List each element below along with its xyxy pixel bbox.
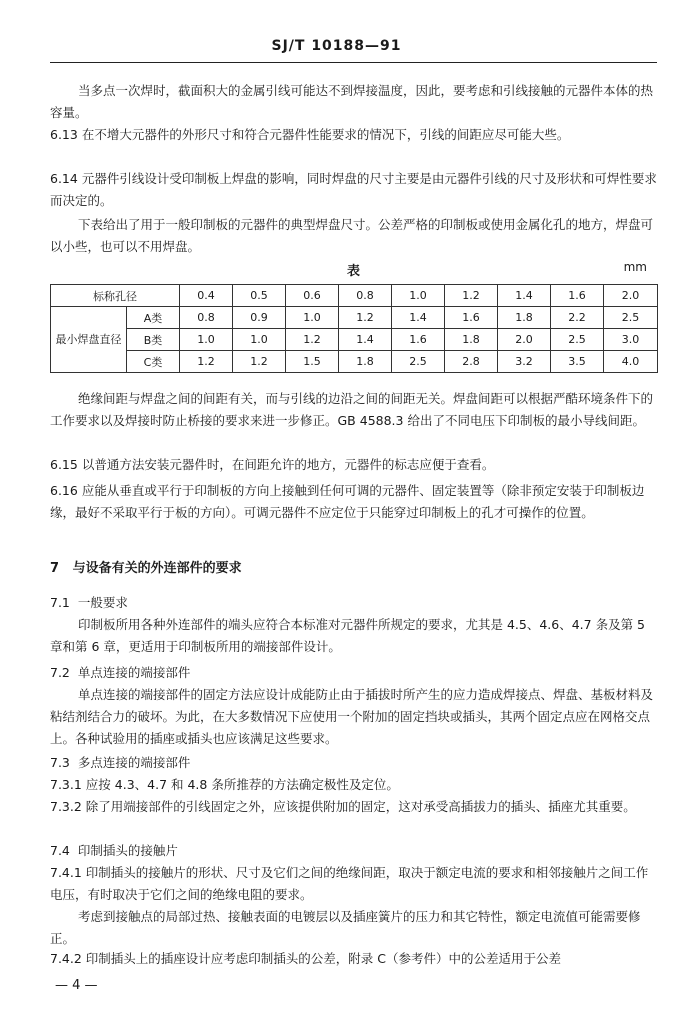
- table-cell: 2.0: [498, 329, 551, 351]
- table-cell: 0.9: [233, 307, 286, 329]
- section-number: 7.4.2: [50, 951, 82, 966]
- paragraph-after-table: 绝缘间距与焊盘之间的间距有关，而与引线的边沿之间的间距无关。焊盘间距可以根据严酷环境条件下的工作要求以及焊接时防止桥接的要求来进一步修正。GB 4588.3 给出了不同电压下印制板的最小导线间距。: [50, 391, 654, 428]
- table-cell: 1.4: [392, 307, 445, 329]
- table-caption-row: [50, 260, 657, 280]
- page-number: — 4 —: [55, 978, 98, 993]
- section-number: 7.1: [50, 595, 70, 610]
- section-number: 6.14: [50, 171, 78, 186]
- table-cell: 3.2: [498, 351, 551, 373]
- section-number: 6.15: [50, 457, 78, 472]
- section-6-16: [50, 480, 657, 524]
- table-cell: 2.8: [445, 351, 498, 373]
- section-7-3-2: [50, 796, 657, 818]
- table-cell: 1.4: [339, 329, 392, 351]
- section-text: 应按 4.3、4.7 和 4.8 条所推荐的方法确定极性及定位。: [85, 777, 399, 792]
- table-cell: 0.8: [180, 307, 233, 329]
- table-cell: 2.0: [604, 285, 658, 307]
- table-cell: 1.6: [445, 307, 498, 329]
- section-6-14: [50, 168, 657, 212]
- paragraph-table-intro: 下表给出了用于一般印制板的元器件的典型焊盘尺寸。公差严格的印制板或使用金属化孔的地方，焊盘可以小些，也可以不用焊盘。: [50, 217, 654, 254]
- section-7-4-2: [50, 948, 657, 970]
- table-row-class-c: [51, 351, 658, 373]
- section-text: 印制插头的接触片的形状、尺寸及它们之间的绝缘间距，取决于额定电流的要求和相邻接触片之间工作电压，有时取决于它们之间的绝缘电阻的要求。: [50, 865, 649, 902]
- section-text: 以普通方法安装元器件时，在间距允许的地方，元器件的标志应便于查看。: [81, 457, 495, 472]
- table-cell: 1.2: [180, 351, 233, 373]
- section-number: 7.3.1: [50, 777, 82, 792]
- table-cell: 0.4: [180, 285, 233, 307]
- table-cell: 1.2: [286, 329, 339, 351]
- section-number: 7.4.1: [50, 865, 82, 880]
- table-cell: 1.6: [392, 329, 445, 351]
- paragraph-intro: 当多点一次焊时，截面积大的金属引线可能达不到焊接温度，因此，要考虑和引线接触的元器件本体的热容量。: [50, 83, 654, 120]
- table-cell: 1.8: [498, 307, 551, 329]
- section-number: 7: [50, 561, 60, 576]
- table-cell: 1.8: [445, 329, 498, 351]
- table-cell: 1.5: [286, 351, 339, 373]
- table-cell: 0.8: [339, 285, 392, 307]
- section-title: 一般要求: [77, 595, 128, 610]
- section-title: 印制插头的接触片: [77, 843, 178, 858]
- section-text: 在不增大元器件的外形尺寸和符合元器件性能要求的情况下，引线的间距应尽可能大些。: [81, 127, 570, 142]
- table-cell: 1.0: [286, 307, 339, 329]
- table-group-cell: 最小焊盘直径: [51, 307, 127, 373]
- table-unit: mm: [623, 260, 647, 274]
- table-cell: 0.5: [233, 285, 286, 307]
- table-cell: 1.0: [180, 329, 233, 351]
- section-number: 6.16: [50, 483, 78, 498]
- table-row-hole: [51, 285, 658, 307]
- section-title: 与设备有关的外连部件的要求: [72, 561, 242, 576]
- section-title: 单点连接的端接部件: [77, 665, 191, 680]
- table-caption: 表: [346, 264, 360, 279]
- table-header-cell: 标称孔径: [51, 285, 180, 307]
- table-class-cell: C类: [127, 351, 180, 373]
- table-class-cell: B类: [127, 329, 180, 351]
- section-number: 7.3.2: [50, 799, 82, 814]
- table-cell: 2.5: [604, 307, 658, 329]
- section-7-4-1-text2: 考虑到接触点的局部过热、接触表面的电镀层以及插座簧片的压力和其它特性，额定电流值可能需要修正。: [50, 909, 641, 946]
- section-title: 多点连接的端接部件: [77, 755, 191, 770]
- section-number: 7.4: [50, 843, 70, 858]
- section-text: 应能从垂直或平行于印制板的方向上接触到任何可调的元器件、固定装置等（除非预定安装于印制板边缘，最好不采取平行于板的方向）。可调元器件不应定位于只能穿过印制板上的孔才可操作的位置。: [50, 483, 645, 520]
- section-text: 元器件引线设计受印制板上焊盘的影响，同时焊盘的尺寸主要是由元器件引线的尺寸及形状和可焊性要求而决定的。: [50, 171, 657, 208]
- section-number: 7.3: [50, 755, 70, 770]
- table-row-class-a: [51, 307, 658, 329]
- table-cell: 1.0: [233, 329, 286, 351]
- table-cell: 4.0: [604, 351, 658, 373]
- section-7-1-heading: [50, 592, 657, 614]
- table-cell: 1.6: [551, 285, 604, 307]
- pad-size-table: [50, 284, 658, 373]
- table-cell: 1.2: [339, 307, 392, 329]
- table-cell: 2.2: [551, 307, 604, 329]
- section-number: 6.13: [50, 127, 78, 142]
- section-6-13: [50, 124, 657, 146]
- table-cell: 2.5: [392, 351, 445, 373]
- table-cell: 1.2: [233, 351, 286, 373]
- section-7-heading: [50, 557, 657, 576]
- section-number: 7.2: [50, 665, 70, 680]
- section-7-3-1: [50, 774, 657, 796]
- table-cell: 2.5: [551, 329, 604, 351]
- table-cell: 1.8: [339, 351, 392, 373]
- section-7-4-1: [50, 862, 657, 906]
- table-cell: 1.2: [445, 285, 498, 307]
- table-cell: 1.0: [392, 285, 445, 307]
- table-cell: 1.4: [498, 285, 551, 307]
- table-cell: 3.0: [604, 329, 658, 351]
- doc-header: SJ/T 10188—91: [271, 38, 402, 54]
- section-7-2-text: 单点连接的端接部件的固定方法应设计成能防止由于插拔时所产生的应力造成焊接点、焊盘、基板材料及粘结剂结合力的破坏。为此，在大多数情况下应使用一个附加的固定挡块或插头，其两个固定点应在网格交点上。各种试验用的插座或插头也应该满足这些要求。: [50, 687, 654, 746]
- table-class-cell: A类: [127, 307, 180, 329]
- table-cell: 0.6: [286, 285, 339, 307]
- section-text: 除了用端接部件的引线固定之外，应该提供附加的固定，这对承受高插拔力的插头、插座尤其重要。: [85, 799, 636, 814]
- section-6-15: [50, 454, 657, 476]
- section-7-2-heading: [50, 662, 657, 684]
- table-cell: 3.5: [551, 351, 604, 373]
- section-7-4-heading: [50, 840, 657, 862]
- section-text: 印制插头上的插座设计应考虑印制插头的公差，附录 C（参考件）中的公差适用于公差: [85, 951, 561, 966]
- section-7-1-text: 印制板所用各种外连部件的端头应符合本标准对元器件所规定的要求，尤其是 4.5、4.6、4.7 条及第 5 章和第 6 章，更适用于印制板所用的端接部件设计。: [50, 617, 646, 654]
- table-row-class-b: [51, 329, 658, 351]
- section-7-3-heading: [50, 752, 657, 774]
- header-rule: [50, 62, 657, 63]
